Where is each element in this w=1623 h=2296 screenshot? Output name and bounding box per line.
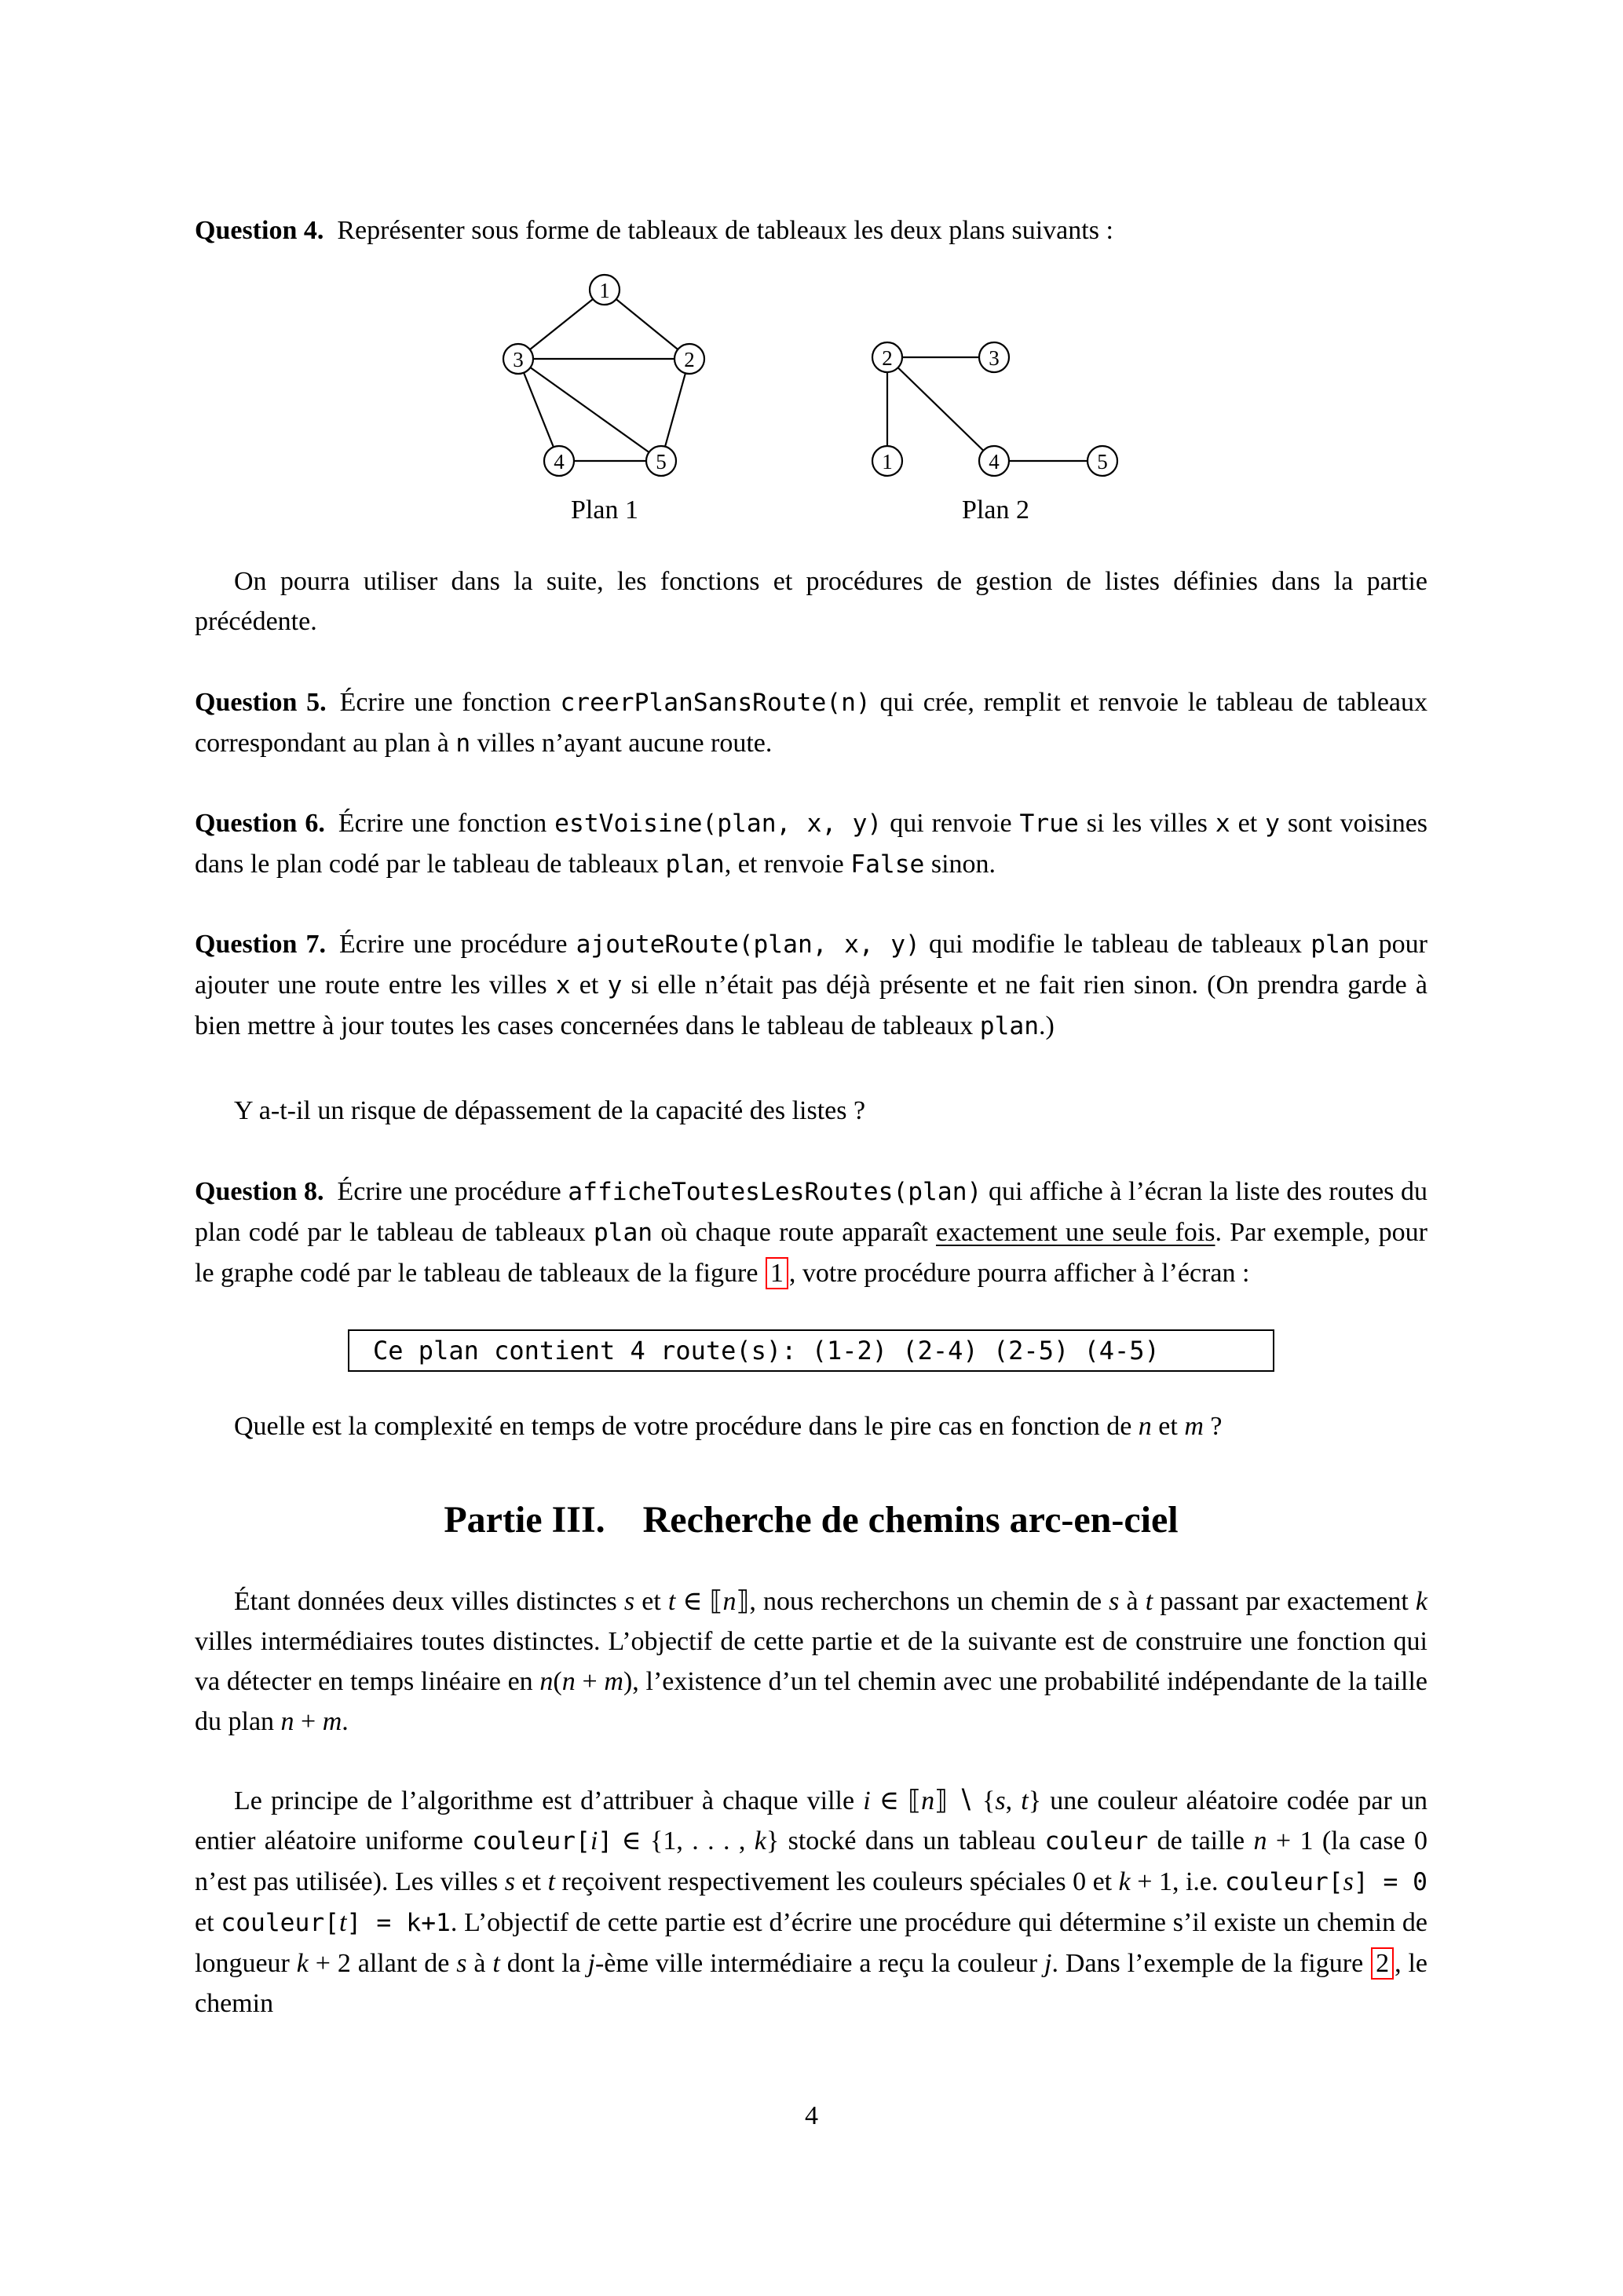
plan1-graph — [495, 266, 715, 484]
text-segment: sinon. — [924, 850, 996, 879]
text-segment: } une couleur aléatoire codée par un entier aléatoire uniforme — [195, 1786, 1427, 1855]
text-segment: , et renvoie — [724, 850, 851, 879]
question-5 — [195, 682, 1427, 764]
text-segment: couleur[ — [1225, 1868, 1343, 1896]
text-segment: j — [587, 1949, 595, 1978]
text-segment: j — [1044, 1949, 1052, 1978]
text-segment: t — [492, 1949, 500, 1978]
text-segment: estVoisine(plan, x, y) — [554, 810, 883, 838]
text-segment: et — [634, 1587, 668, 1616]
text-segment: à — [1119, 1587, 1146, 1616]
text-segment: Question 7. — [195, 930, 327, 959]
text-segment: et — [570, 971, 608, 1000]
text-segment: k — [754, 1826, 766, 1855]
text-segment: n — [1138, 1412, 1152, 1441]
text-segment: ∈ ⟦ — [675, 1587, 723, 1616]
text-segment: n — [1253, 1826, 1267, 1855]
text-segment: n — [561, 1667, 576, 1696]
text-segment: t — [547, 1867, 556, 1896]
text-segment: On pourra utiliser dans la suite, les fonctions et procédures de gestion de listes définies dans la partie précédente. — [195, 567, 1427, 636]
text-segment: k — [296, 1949, 309, 1978]
figure-plans — [195, 266, 1427, 525]
complexity-question — [195, 1406, 1427, 1446]
text-segment: ⟧, nous recherchons un chemin de — [736, 1587, 1109, 1616]
text-segment: ajouteRoute(plan, x, y) — [576, 930, 920, 959]
text-segment: m — [322, 1707, 342, 1736]
text-segment: Écrire une fonction — [326, 688, 561, 717]
text-segment: creerPlanSansRoute(n) — [560, 689, 871, 717]
text-segment: ] = k+1 — [346, 1909, 451, 1937]
text-segment: plan — [593, 1219, 653, 1247]
question-4 — [195, 210, 1427, 250]
text-segment: x — [555, 971, 571, 1000]
text-segment: plan — [1310, 930, 1370, 959]
text-segment: n — [455, 729, 471, 758]
text-segment: Étant données deux villes distinctes — [234, 1587, 624, 1616]
graph-node-label: 5 — [1097, 450, 1108, 473]
text-segment: Représenter sous forme de tableaux de tableaux les deux plans suivants : — [324, 216, 1113, 245]
text-segment: Le principe de l’algorithme est d’attribuer à chaque ville — [234, 1786, 864, 1815]
text-segment: s — [1343, 1867, 1354, 1896]
question-6 — [195, 803, 1427, 885]
text-segment: . L’objectif de cette partie est d’écrire une procédure qui détermine s’il existe un chemin de longueur — [195, 1908, 1427, 1978]
text-segment: i — [863, 1786, 871, 1815]
output-box-row — [195, 1329, 1427, 1372]
text-segment: . Par exemple, pour le graphe codé par le tableau de tableaux de la figure — [195, 1218, 1427, 1288]
text-segment: n — [539, 1667, 554, 1696]
text-segment: t — [667, 1587, 676, 1616]
text-segment: Question 6. — [195, 809, 325, 838]
graph-node-label: 1 — [882, 450, 893, 473]
text-segment: + 2 allant de — [308, 1949, 457, 1978]
text-segment: . — [342, 1707, 349, 1736]
text-segment: ), l’existence d’un tel chemin avec une probabilité indépendante de la taille du plan — [195, 1667, 1427, 1736]
plan2-caption: Plan 2 — [962, 495, 1029, 525]
text-segment: à — [466, 1949, 493, 1978]
page-number: 4 — [805, 2101, 818, 2130]
plan2-graph — [864, 321, 1128, 484]
text-segment: + 1 (la case 0 n’est pas utilisée). Les villes — [195, 1826, 1427, 1896]
text-segment: n — [921, 1786, 935, 1815]
text-segment: pour ajouter une route entre les villes — [195, 930, 1427, 1000]
text-segment: de taille — [1148, 1826, 1254, 1855]
capacity-question — [195, 1091, 1427, 1131]
text-segment: Écrire une procédure — [326, 930, 576, 959]
figure-plan-1 — [495, 266, 715, 525]
text-segment: t — [1021, 1786, 1029, 1815]
text-segment: et — [1230, 809, 1266, 838]
text-column — [195, 0, 1427, 2024]
text-segment: t — [338, 1908, 347, 1937]
text-segment: ⟧ ∖ { — [934, 1786, 996, 1815]
graph-node-label: 2 — [882, 346, 893, 370]
text-segment: sont voisines dans le plan codé par le tableau de tableaux — [195, 809, 1428, 879]
text-segment: + 1, i.e. — [1130, 1867, 1226, 1896]
text-segment: y — [1265, 810, 1280, 838]
text-segment: qui affiche à l’écran la liste des routes du plan codé par le tableau de tableaux — [195, 1177, 1427, 1247]
text-segment: si les villes — [1078, 809, 1215, 838]
question-7 — [195, 924, 1427, 1047]
text-segment: .) — [1039, 1011, 1055, 1040]
graph-edge — [605, 290, 689, 359]
text-segment: s — [456, 1949, 467, 1978]
text-segment: + — [294, 1707, 323, 1736]
text-segment: et — [195, 1908, 221, 1937]
text-segment: s — [504, 1867, 515, 1896]
text-segment: x — [1215, 810, 1230, 838]
text-segment: couleur[ — [221, 1909, 339, 1937]
text-segment: et — [1151, 1412, 1185, 1441]
text-segment: Y a-t-il un risque de dépassement de la capacité des listes ? — [234, 1096, 866, 1125]
text-segment: False — [850, 850, 925, 879]
text-segment: s — [995, 1786, 1006, 1815]
text-segment: qui renvoie — [882, 809, 1020, 838]
graph-node-label: 3 — [513, 348, 524, 371]
figure-plan-2 — [864, 321, 1128, 525]
text-segment: Quelle est la complexité en temps de votre procédure dans le pire cas en fonction de — [234, 1412, 1139, 1441]
figure-ref-link[interactable]: 2 — [1371, 1947, 1394, 1980]
text-segment: n — [722, 1587, 737, 1616]
text-segment: Question 8. — [195, 1177, 324, 1206]
section-heading-part3: Partie III. Recherche de chemins arc-en-ciel — [444, 1499, 1179, 1541]
graph-node-label: 5 — [656, 450, 667, 473]
text-segment: -ème ville intermédiaire a reçu la couleur — [594, 1949, 1045, 1978]
text-segment: m — [1184, 1412, 1204, 1441]
text-segment: } stocké dans un tableau — [766, 1826, 1045, 1855]
text-segment: k — [1415, 1587, 1427, 1616]
text-segment: t — [1145, 1587, 1153, 1616]
text-segment: ] = 0 — [1353, 1868, 1427, 1896]
text-segment: exactement une seule fois — [935, 1218, 1215, 1247]
text-segment: y — [607, 971, 623, 1000]
plan1-caption: Plan 1 — [571, 495, 638, 525]
graph-edge — [661, 359, 689, 461]
text-segment: ? — [1203, 1412, 1223, 1441]
text-segment: qui modifie le tableau de tableaux — [919, 930, 1311, 959]
text-segment: Écrire une fonction — [324, 809, 555, 838]
intro-note — [195, 561, 1427, 642]
text-segment: Écrire une procédure — [324, 1177, 568, 1206]
text-segment: plan — [979, 1012, 1040, 1040]
graph-edge — [518, 359, 661, 461]
text-segment: s — [623, 1587, 635, 1616]
graph-node-label: 1 — [599, 279, 610, 302]
graph-edge — [518, 290, 605, 359]
figure-ref-link[interactable]: 1 — [766, 1257, 788, 1289]
text-segment: couleur — [1044, 1827, 1149, 1855]
text-segment: afficheToutesLesRoutes(plan) — [568, 1178, 982, 1206]
graph-node-label: 4 — [989, 450, 1000, 473]
graph-node-label: 4 — [554, 450, 565, 473]
text-segment: et — [515, 1867, 548, 1896]
text-segment: reçoivent respectivement les couleurs spéciales 0 et — [555, 1867, 1119, 1896]
text-segment: n — [280, 1707, 294, 1736]
text-segment: où chaque route apparaît — [652, 1218, 936, 1247]
text-segment: . Dans l’exemple de la figure — [1051, 1949, 1371, 1978]
graph-node-label: 3 — [989, 346, 1000, 370]
text-segment: ] — [598, 1827, 613, 1855]
text-segment: plan — [665, 850, 725, 879]
text-segment: dont la — [499, 1949, 588, 1978]
text-segment: passant par exactement — [1153, 1587, 1416, 1616]
text-segment: s — [1109, 1587, 1120, 1616]
text-segment: m — [604, 1667, 623, 1696]
text-segment: Question 4. — [195, 216, 324, 245]
text-segment: couleur[ — [472, 1827, 590, 1855]
text-segment: ( — [553, 1667, 562, 1696]
text-segment: + — [575, 1667, 605, 1696]
text-segment: , le chemin — [195, 1949, 1428, 2018]
text-segment: ∈ ⟦ — [870, 1786, 922, 1815]
text-segment: , — [1005, 1786, 1022, 1815]
text-segment: villes n’ayant aucune route. — [470, 729, 773, 758]
text-segment: i — [590, 1826, 598, 1855]
text-segment: , votre procédure pourra afficher à l’écran : — [788, 1259, 1250, 1288]
graph-node-label: 2 — [684, 348, 695, 371]
text-segment: villes intermédiaires toutes distinctes. L’objectif de cette partie et de la suivante est de construire une fonction qui va détecter en temps linéaire en — [195, 1627, 1427, 1696]
part3-paragraph-1 — [195, 1581, 1427, 1742]
part3-paragraph-2 — [195, 1781, 1427, 2024]
console-output-box: Ce plan contient 4 route(s): (1-2) (2-4) (2-5) (4-5) — [348, 1329, 1274, 1372]
text-segment: qui crée, remplit et renvoie le tableau de tableaux correspondant au plan à — [195, 688, 1428, 758]
question-8 — [195, 1172, 1427, 1293]
text-segment: k — [1118, 1867, 1131, 1896]
text-segment: Question 5. — [195, 688, 327, 717]
graph-edge — [887, 357, 994, 461]
text-segment: si elle n’était pas déjà présente et ne fait rien sinon. (On prendra garde à bien mettre à jour toutes les cases concernées dans le tableau de tableaux — [195, 971, 1427, 1040]
text-segment: True — [1019, 810, 1079, 838]
text-segment: ∈ {1, . . . , — [612, 1826, 755, 1855]
